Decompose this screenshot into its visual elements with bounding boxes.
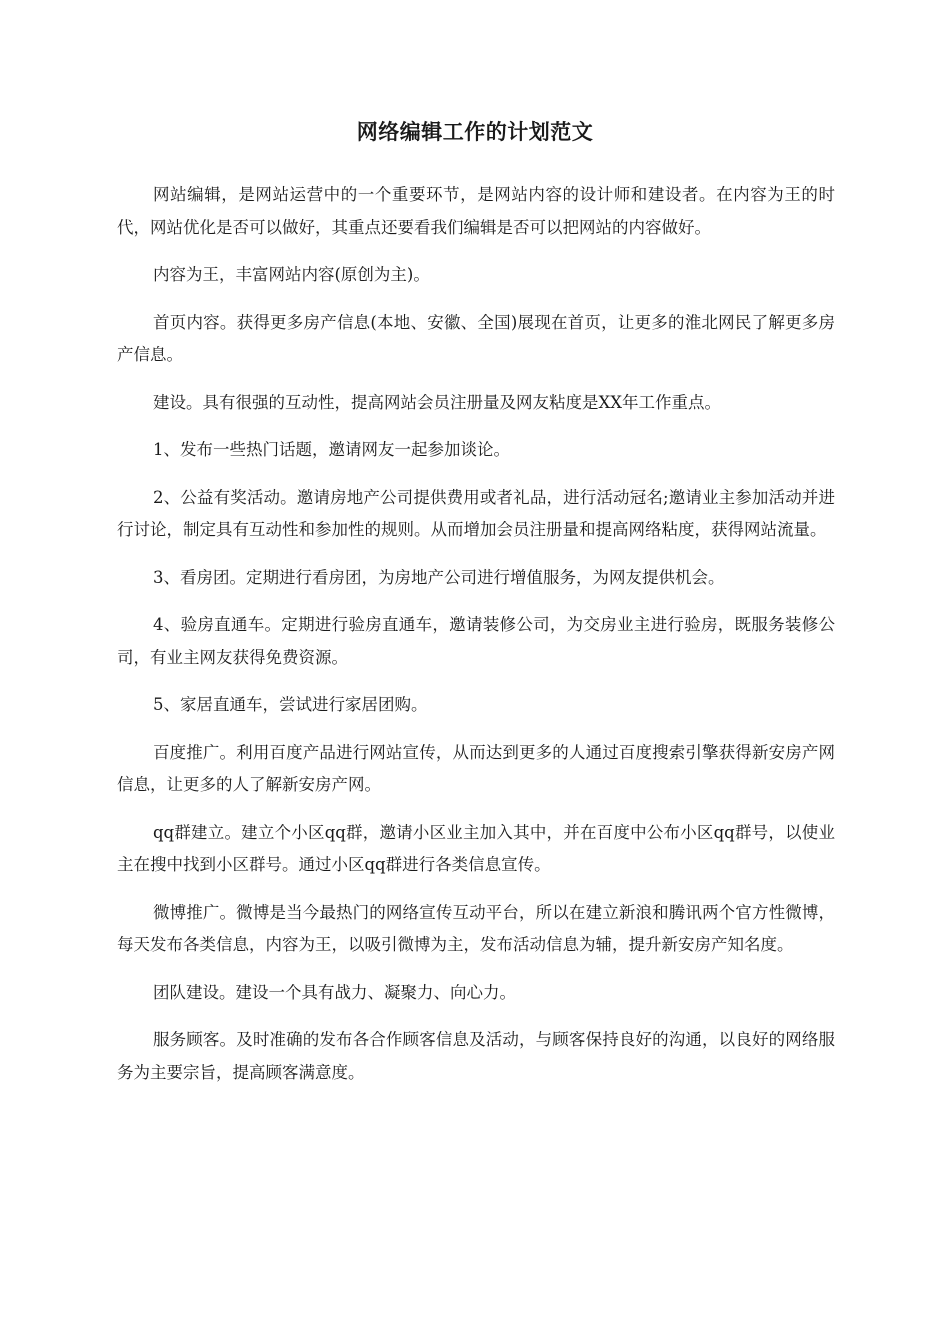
- paragraph-content-king: 内容为王，丰富网站内容(原创为主)。: [153, 265, 430, 284]
- paragraph-service: 服务顾客。及时准确的发布各合作顾客信息及活动，与顾客保持良好的沟通，以良好的网络服务为主要宗旨，提高顾客满意度。: [117, 1030, 835, 1082]
- paragraph-construction: 建设。具有很强的互动性，提高网站会员注册量及网友粘度是XX年工作重点。: [153, 392, 721, 412]
- paragraph-homepage: 首页内容。获得更多房产信息(本地、安徽、全国)展现在首页，让更多的淮北网民了解更多房产信息。: [117, 312, 835, 364]
- paragraph-intro: 网站编辑，是网站运营中的一个重要环节，是网站内容的设计师和建设者。在内容为王的时代，网站优化是否可以做好，其重点还要看我们编辑是否可以把网站的内容做好。: [117, 185, 835, 237]
- paragraph-item-4: 4、验房直通车。定期进行验房直通车，邀请装修公司，为交房业主进行验房，既服务装修公司，有业主网友获得免费资源。: [117, 615, 835, 667]
- document-body: [117, 179, 835, 1104]
- document-title: 网络编辑工作的计划范文: [356, 119, 594, 144]
- paragraph-qq-group: qq群建立。建立个小区qq群，邀请小区业主加入其中，并在百度中公布小区qq群号，以使业主在搜中找到小区群号。通过小区qq群进行各类信息宣传。: [117, 822, 835, 874]
- paragraph-item-2: 2、公益有奖活动。邀请房地产公司提供费用或者礼品，进行活动冠名;邀请业主参加活动并进行讨论，制定具有互动性和参加性的规则。从而增加会员注册量和提高网络粘度，获得网站流量。: [117, 487, 835, 539]
- paragraph-baidu: 百度推广。利用百度产品进行网站宣传，从而达到更多的人通过百度搜索引擎获得新安房产网信息，让更多的人了解新安房产网。: [117, 742, 835, 794]
- paragraph-item-1: 1、发布一些热门话题，邀请网友一起参加谈论。: [153, 440, 510, 459]
- paragraph-weibo: 微博推广。微博是当今最热门的网络宣传互动平台，所以在建立新浪和腾讯两个官方性微博，每天发布各类信息，内容为王，以吸引微博为主，发布活动信息为辅，提升新安房产知名度。: [117, 902, 835, 954]
- paragraph-team: 团队建设。建设一个具有战力、凝聚力、向心力。: [153, 982, 516, 1002]
- paragraph-item-5: 5、家居直通车，尝试进行家居团购。: [153, 695, 428, 714]
- paragraph-item-3: 3、看房团。定期进行看房团，为房地产公司进行增值服务，为网友提供机会。: [153, 567, 725, 587]
